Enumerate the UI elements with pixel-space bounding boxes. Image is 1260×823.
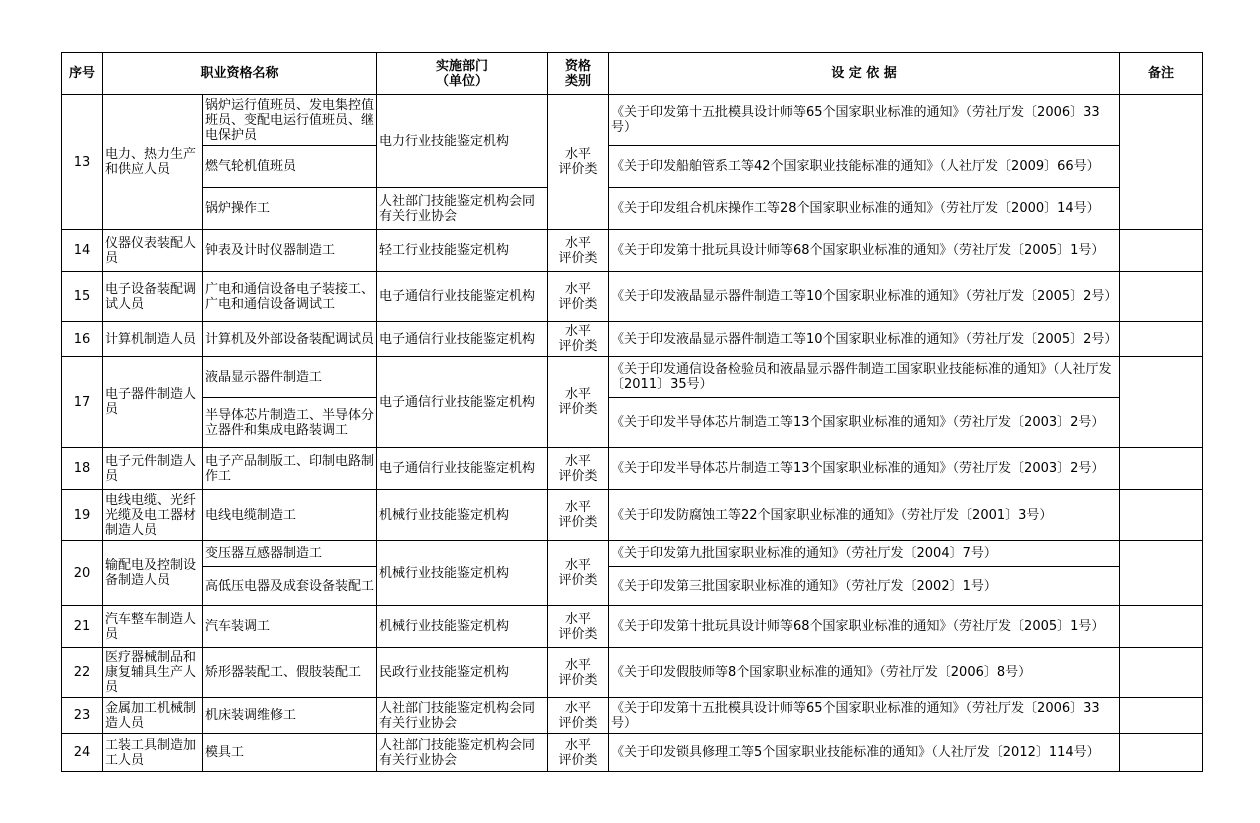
note-cell: [1120, 448, 1203, 490]
basis-cell: 《关于印发第十批玩具设计师等68个国家职业标准的通知》（劳社厅发〔2005〕1号）: [609, 606, 1120, 648]
table-row: [62, 541, 1203, 567]
table-row: [62, 95, 1203, 146]
job-cell: 电子产品制版工、印制电路制作工: [203, 448, 377, 490]
category-cell: 工装工具制造加工人员: [103, 734, 203, 772]
table-row: [62, 734, 1203, 772]
job-cell: 电线电缆制造工: [203, 490, 377, 541]
basis-cell: 《关于印发第三批国家职业标准的通知》（劳社厅发〔2002〕1号）: [609, 567, 1120, 606]
type-cell: 水平 评价类: [548, 357, 609, 448]
note-cell: [1120, 230, 1203, 272]
type-cell: 水平 评价类: [548, 541, 609, 606]
seq-cell: 20: [62, 541, 103, 606]
seq-cell: 15: [62, 272, 103, 322]
header-seq: 序号: [62, 53, 103, 95]
header-row: [62, 53, 1203, 95]
job-cell: 机床装调维修工: [203, 698, 377, 734]
job-cell: 燃气轮机值班员: [203, 146, 377, 188]
job-cell: 高低压电器及成套设备装配工: [203, 567, 377, 606]
note-cell: [1120, 95, 1203, 230]
job-cell: 锅炉操作工: [203, 188, 377, 230]
type-cell: 水平 评价类: [548, 322, 609, 357]
seq-cell: 22: [62, 648, 103, 698]
category-cell: 电线电缆、光纤光缆及电工器材制造人员: [103, 490, 203, 541]
seq-cell: 17: [62, 357, 103, 448]
category-cell: 汽车整车制造人员: [103, 606, 203, 648]
table-row: [62, 648, 1203, 698]
job-cell: 计算机及外部设备装配调试员: [203, 322, 377, 357]
type-cell: 水平 评价类: [548, 648, 609, 698]
dept-cell: 人社部门技能鉴定机构会同有关行业协会: [377, 188, 548, 230]
table-row: [62, 230, 1203, 272]
note-cell: [1120, 734, 1203, 772]
basis-cell: 《关于印发半导体芯片制造工等13个国家职业标准的通知》（劳社厅发〔2003〕2号）: [609, 398, 1120, 448]
dept-cell: 机械行业技能鉴定机构: [377, 606, 548, 648]
table-row: [62, 606, 1203, 648]
seq-cell: 21: [62, 606, 103, 648]
seq-cell: 18: [62, 448, 103, 490]
dept-cell: 民政行业技能鉴定机构: [377, 648, 548, 698]
job-cell: 钟表及计时仪器制造工: [203, 230, 377, 272]
category-cell: 电子元件制造人员: [103, 448, 203, 490]
category-cell: 电子设备装配调试人员: [103, 272, 203, 322]
table-row: [62, 398, 1203, 448]
basis-cell: 《关于印发液晶显示器件制造工等10个国家职业标准的通知》（劳社厅发〔2005〕2号）: [609, 272, 1120, 322]
category-cell: 输配电及控制设备制造人员: [103, 541, 203, 606]
seq-cell: 23: [62, 698, 103, 734]
type-cell: 水平 评价类: [548, 606, 609, 648]
note-cell: [1120, 541, 1203, 606]
dept-cell: 人社部门技能鉴定机构会同有关行业协会: [377, 734, 548, 772]
note-cell: [1120, 357, 1203, 448]
table-row: [62, 357, 1203, 398]
note-cell: [1120, 698, 1203, 734]
note-cell: [1120, 648, 1203, 698]
seq-cell: 24: [62, 734, 103, 772]
basis-cell: 《关于印发第九批国家职业标准的通知》（劳社厅发〔2004〕7号）: [609, 541, 1120, 567]
category-cell: 金属加工机械制造人员: [103, 698, 203, 734]
type-cell: 水平 评价类: [548, 95, 609, 230]
seq-cell: 13: [62, 95, 103, 230]
category-cell: 仪器仪表装配人员: [103, 230, 203, 272]
job-cell: 广电和通信设备电子装接工、广电和通信设备调试工: [203, 272, 377, 322]
dept-cell: 电子通信行业技能鉴定机构: [377, 322, 548, 357]
basis-cell: 《关于印发组合机床操作工等28个国家职业标准的通知》（劳社厅发〔2000〕14号）: [609, 188, 1120, 230]
type-cell: 水平 评价类: [548, 230, 609, 272]
job-cell: 变压器互感器制造工: [203, 541, 377, 567]
table-row: [62, 272, 1203, 322]
job-cell: 半导体芯片制造工、半导体分立器件和集成电路装调工: [203, 398, 377, 448]
table-row: [62, 490, 1203, 541]
dept-cell: 电子通信行业技能鉴定机构: [377, 357, 548, 448]
header-name: 职业资格名称: [103, 53, 377, 95]
table-row: [62, 188, 1203, 230]
table-row: [62, 322, 1203, 357]
basis-cell: 《关于印发半导体芯片制造工等13个国家职业标准的通知》（劳社厅发〔2003〕2号）: [609, 448, 1120, 490]
category-cell: 计算机制造人员: [103, 322, 203, 357]
dept-cell: 电子通信行业技能鉴定机构: [377, 272, 548, 322]
table-row: [62, 448, 1203, 490]
job-cell: 汽车装调工: [203, 606, 377, 648]
basis-cell: 《关于印发假肢师等8个国家职业标准的通知》（劳社厅发〔2006〕8号）: [609, 648, 1120, 698]
basis-cell: 《关于印发通信设备检验员和液晶显示器件制造工国家职业技能标准的通知》（人社厅发〔2011〕35号）: [609, 357, 1120, 398]
basis-cell: 《关于印发第十五批模具设计师等65个国家职业标准的通知》（劳社厅发〔2006〕33号）: [609, 95, 1120, 146]
dept-cell: 轻工行业技能鉴定机构: [377, 230, 548, 272]
table-row: [62, 567, 1203, 606]
basis-cell: 《关于印发第十批玩具设计师等68个国家职业标准的通知》（劳社厅发〔2005〕1号）: [609, 230, 1120, 272]
table-row: [62, 698, 1203, 734]
dept-cell: 电子通信行业技能鉴定机构: [377, 448, 548, 490]
type-cell: 水平 评价类: [548, 490, 609, 541]
seq-cell: 16: [62, 322, 103, 357]
header-dept: 实施部门 （单位）: [377, 53, 548, 95]
category-cell: 电力、热力生产和供应人员: [103, 95, 203, 230]
note-cell: [1120, 606, 1203, 648]
job-cell: 矫形器装配工、假肢装配工: [203, 648, 377, 698]
type-cell: 水平 评价类: [548, 698, 609, 734]
type-cell: 水平 评价类: [548, 734, 609, 772]
dept-cell: 人社部门技能鉴定机构会同有关行业协会: [377, 698, 548, 734]
dept-cell: 电力行业技能鉴定机构: [377, 95, 548, 188]
category-cell: 电子器件制造人员: [103, 357, 203, 448]
seq-cell: 19: [62, 490, 103, 541]
header-type: 资格 类别: [548, 53, 609, 95]
basis-cell: 《关于印发防腐蚀工等22个国家职业标准的通知》（劳社厅发〔2001〕3号）: [609, 490, 1120, 541]
seq-cell: 14: [62, 230, 103, 272]
note-cell: [1120, 272, 1203, 322]
basis-cell: 《关于印发船舶管系工等42个国家职业技能标准的通知》（人社厅发〔2009〕66号）: [609, 146, 1120, 188]
qualification-table: [61, 52, 1203, 772]
dept-cell: 机械行业技能鉴定机构: [377, 541, 548, 606]
note-cell: [1120, 490, 1203, 541]
dept-cell: 机械行业技能鉴定机构: [377, 490, 548, 541]
type-cell: 水平 评价类: [548, 272, 609, 322]
basis-cell: 《关于印发第十五批模具设计师等65个国家职业标准的通知》（劳社厅发〔2006〕33号）: [609, 698, 1120, 734]
job-cell: 模具工: [203, 734, 377, 772]
table-row: [62, 146, 1203, 188]
note-cell: [1120, 322, 1203, 357]
header-note: 备注: [1120, 53, 1203, 95]
header-basis: 设 定 依 据: [609, 53, 1120, 95]
job-cell: 液晶显示器件制造工: [203, 357, 377, 398]
type-cell: 水平 评价类: [548, 448, 609, 490]
basis-cell: 《关于印发锁具修理工等5个国家职业技能标准的通知》（人社厅发〔2012〕114号）: [609, 734, 1120, 772]
category-cell: 医疗器械制品和康复辅具生产人员: [103, 648, 203, 698]
job-cell: 锅炉运行值班员、发电集控值班员、变配电运行值班员、继电保护员: [203, 95, 377, 146]
basis-cell: 《关于印发液晶显示器件制造工等10个国家职业标准的通知》（劳社厅发〔2005〕2号）: [609, 322, 1120, 357]
